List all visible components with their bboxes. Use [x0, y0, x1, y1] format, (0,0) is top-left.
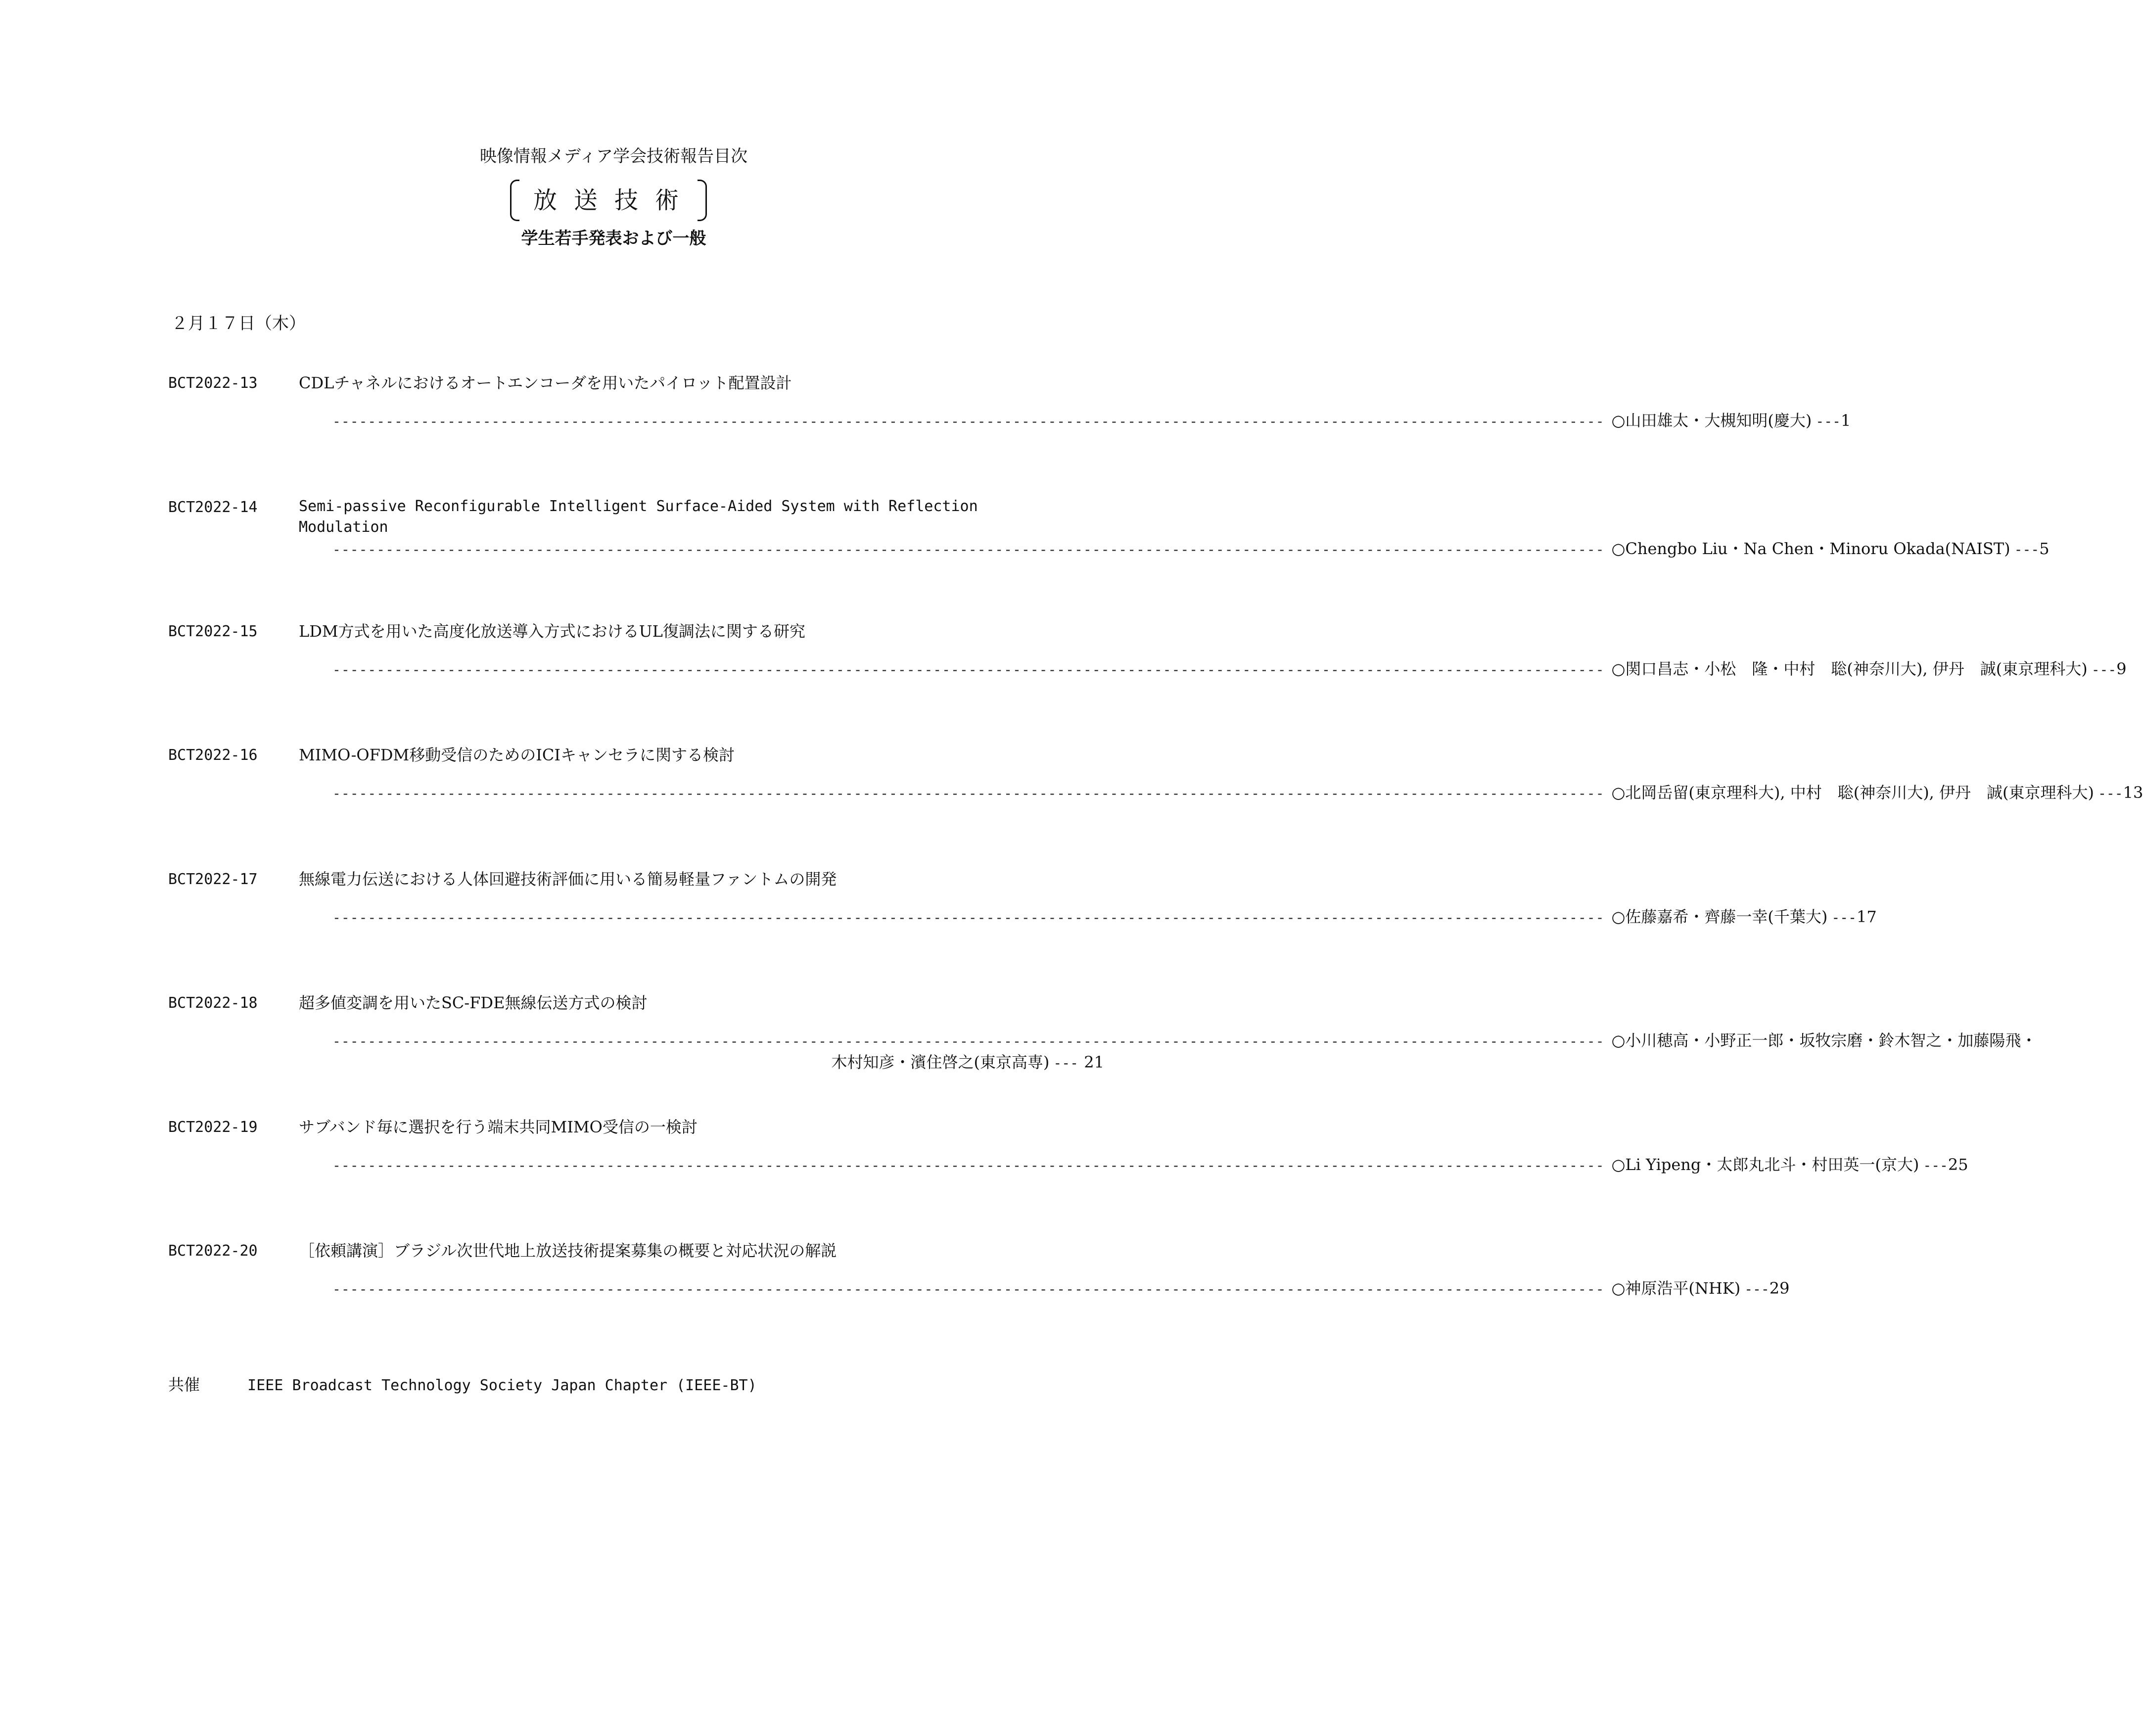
leader-dashes: ------------------------------------------------------------------------------------------------------------------------------------------------ [332, 785, 1605, 801]
page-number: 9 [2116, 659, 2127, 678]
paper-title: MIMO-OFDM移動受信のためのICIキャンセラに関する検討 [299, 746, 735, 764]
trailing-dashes: --- [2091, 661, 2117, 678]
paper-title: 超多値変調を用いたSC-FDE無線伝送方式の検討 [299, 993, 648, 1012]
trailing-dashes: --- [2014, 541, 2040, 558]
paper-code: BCT2022-16 [168, 747, 258, 764]
trailing-dashes: --- [2098, 785, 2123, 801]
author-line [332, 658, 2127, 681]
section-title-box [495, 178, 722, 223]
leader-dashes: ------------------------------------------------------------------------------------------------------------------------------------------------ [332, 661, 1605, 678]
page-number: 5 [2039, 539, 2050, 558]
trailing-dashes: --- [1744, 1281, 1770, 1297]
paper-code: BCT2022-14 [168, 499, 258, 516]
co-sponsor-label: 共催 [168, 1375, 200, 1394]
paper-authors: ○佐藤嘉希・齊藤一幸(千葉大) [1611, 907, 1828, 926]
trailing-dashes: --- [1053, 1055, 1078, 1071]
paper-title: サブバンド毎に選択を行う端末共同MIMO受信の一検討 [299, 1118, 698, 1136]
trailing-dashes: --- [1816, 413, 1841, 429]
paper-authors: ○関口昌志・小松 隆・中村 聡(神奈川大), 伊丹 誠(東京理科大) [1611, 659, 2088, 678]
paper-authors: ○神原浩平(NHK) [1611, 1279, 1741, 1298]
leader-dashes: ------------------------------------------------------------------------------------------------------------------------------------------------ [332, 1281, 1605, 1297]
co-sponsor-organization: IEEE Broadcast Technology Society Japan Chapter (IEEE-BT) [247, 1377, 757, 1394]
paper-title: Semi-passive Reconfigurable Intelligent Surface-Aided System with Reflection Modulation [299, 498, 978, 536]
author-line [332, 1277, 1790, 1300]
author-line [332, 1154, 1968, 1176]
paper-authors: ○Li Yipeng・太郎丸北斗・村田英一(京大) [1611, 1155, 1919, 1174]
page-number: 29 [1769, 1279, 1790, 1298]
page-number: 17 [1856, 907, 1877, 926]
right-bracket-icon [698, 180, 707, 221]
author-line [332, 410, 1851, 432]
paper-code: BCT2022-18 [168, 994, 258, 1012]
paper-code: BCT2022-15 [168, 623, 258, 640]
left-bracket-icon [510, 180, 519, 221]
leader-dashes: ------------------------------------------------------------------------------------------------------------------------------------------------ [332, 1157, 1605, 1173]
page-number: 25 [1948, 1155, 1968, 1174]
author-line [332, 1030, 2037, 1052]
paper-authors: ○山田雄太・大槻知明(慶大) [1611, 411, 1812, 430]
paper-authors: ○小川穂高・小野正一郎・坂牧宗磨・鈴木智之・加藤陽飛・ [1611, 1031, 2037, 1050]
report-series-title: 映像情報メディア学会技術報告目次 [479, 146, 748, 166]
author-line [332, 782, 2143, 804]
page-number: 1 [1840, 411, 1851, 430]
paper-title: LDM方式を用いた高度化放送導入方式におけるUL復調法に関する研究 [299, 622, 805, 641]
leader-dashes: ------------------------------------------------------------------------------------------------------------------------------------------------ [332, 541, 1605, 558]
author-line [332, 906, 1877, 929]
trailing-dashes: --- [1831, 909, 1857, 926]
paper-authors-continued: 木村知彦・濱住啓之(東京高専) [831, 1053, 1050, 1072]
leader-dashes: ------------------------------------------------------------------------------------------------------------------------------------------------ [332, 1033, 1605, 1049]
paper-authors: ○北岡岳留(東京理科大), 中村 聡(神奈川大), 伊丹 誠(東京理科大) [1611, 783, 2094, 802]
co-sponsor-line [168, 1373, 757, 1397]
paper-code: BCT2022-20 [168, 1242, 258, 1260]
paper-code: BCT2022-17 [168, 871, 258, 888]
page-number: 13 [2123, 783, 2143, 802]
section-title: 放送技術 [533, 187, 696, 214]
session-title: 学生若手発表および一般 [521, 229, 706, 248]
paper-code: BCT2022-13 [168, 375, 258, 392]
page-number: 21 [1084, 1053, 1104, 1072]
paper-title: ［依頼講演］ブラジル次世代地上放送技術提案募集の概要と対応状況の解説 [299, 1241, 837, 1260]
author-line [332, 538, 2050, 561]
paper-code: BCT2022-19 [168, 1119, 258, 1136]
paper-title: CDLチャネルにおけるオートエンコーダを用いたパイロット配置設計 [299, 374, 792, 392]
session-date: ２月１７日（木） [171, 314, 306, 333]
trailing-dashes: --- [1923, 1157, 1948, 1173]
paper-authors: ○Chengbo Liu・Na Chen・Minoru Okada(NAIST) [1611, 539, 2010, 558]
author-line-continued [332, 1051, 1104, 1074]
paper-title: 無線電力伝送における人体回避技術評価に用いる簡易軽量ファントムの開発 [299, 870, 837, 889]
leader-dashes: ------------------------------------------------------------------------------------------------------------------------------------------------ [332, 413, 1605, 429]
leader-dashes: ------------------------------------------------------------------------------------------------------------------------------------------------ [332, 909, 1605, 926]
